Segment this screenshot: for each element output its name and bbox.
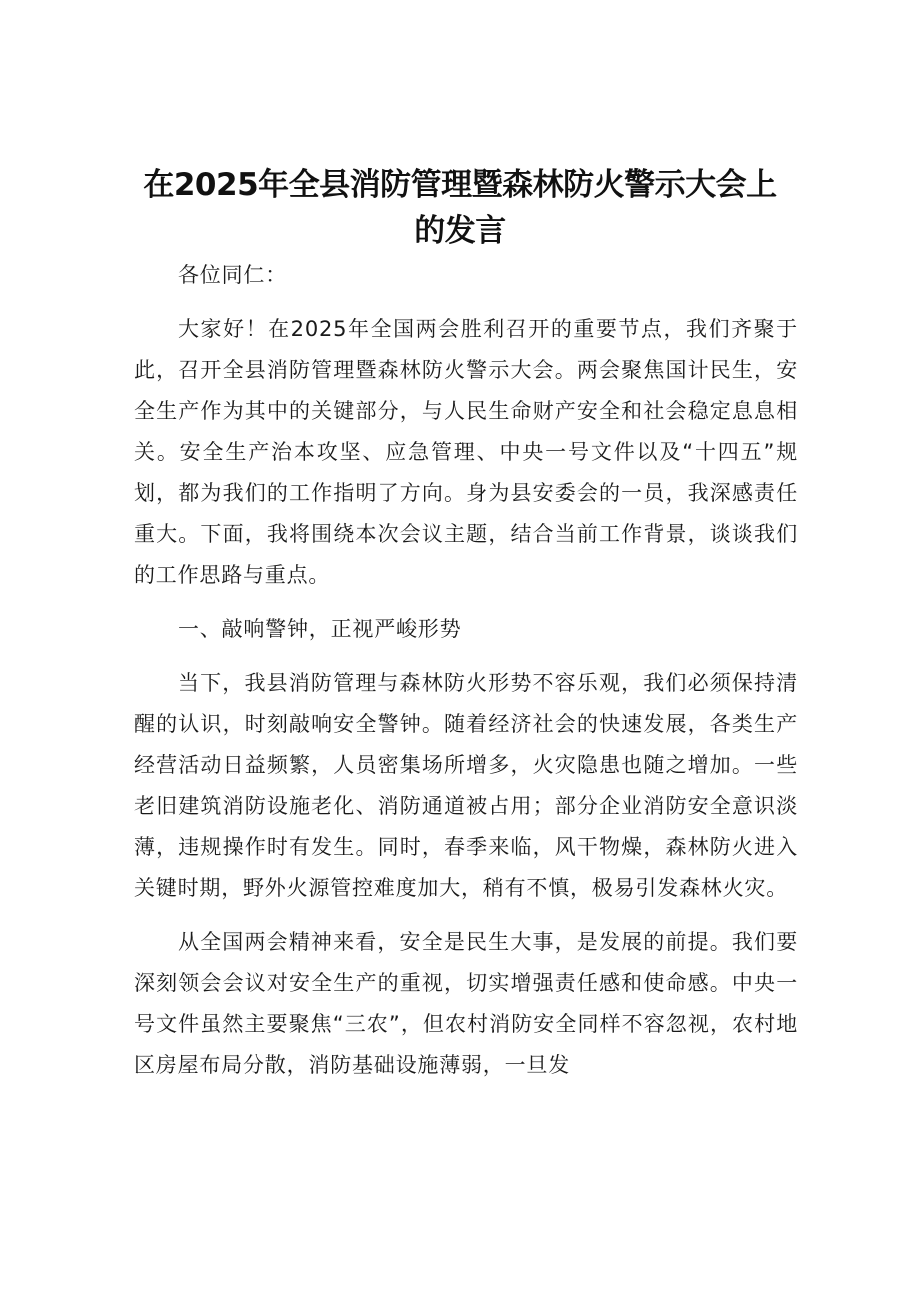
document-title: [120, 162, 800, 254]
document-body: [134, 255, 798, 1086]
section-heading-1: 一、敲响警钟，正视严峻形势: [178, 617, 462, 641]
paragraph-spirit: 从全国两会精神来看，安全是民生大事，是发展的前提。我们要深刻领会会议对安全生产的重视，切实增强责任感和使命感。中央一号文件虽然主要聚焦“三农”，但农村消防安全同样不容忽视，农村地区房屋布局分散，消防基础设施薄弱，一旦发: [134, 930, 798, 1077]
title-line-2: 的发言: [414, 213, 506, 249]
greeting: 各位同仁：: [178, 263, 287, 287]
paragraph-opening: 大家好！在2025年全国两会胜利召开的重要节点，我们齐聚于此，召开全县消防管理暨森林防火警示大会。两会聚焦国计民生，安全生产作为其中的关键部分，与人民生命财产安全和社会稳定息息相关。安全生产治本攻坚、应急管理、中央一号文件以及“十四五”规划，都为我们的工作指明了方向。身为县安委会的一员，我深感责任重大。下面，我将围绕本次会议主题，结合当前工作背景，谈谈我们的工作思路与重点。: [134, 317, 798, 587]
paragraph-situation: 当下，我县消防管理与森林防火形势不容乐观，我们必须保持清醒的认识，时刻敲响安全警钟。随着经济社会的快速发展，各类生产经营活动日益频繁，人员密集场所增多，火灾隐患也随之增加。一些老旧建筑消防设施老化、消防通道被占用；部分企业消防安全意识淡薄，违规操作时有发生。同时，春季来临，风干物燥，森林防火进入关键时期，野外火源管控难度加大，稍有不慎，极易引发森林火灾。: [134, 671, 798, 900]
title-line-1: 在2025年全县消防管理暨森林防火警示大会上: [143, 167, 777, 203]
